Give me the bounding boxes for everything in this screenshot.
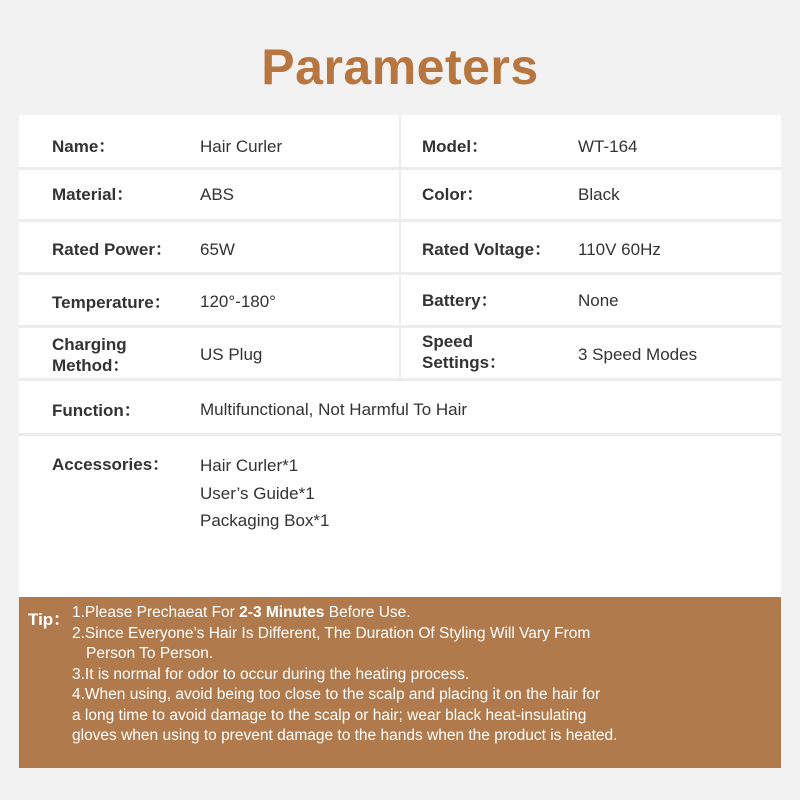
material-label: Material： xyxy=(52,185,134,204)
charging-method-value: US Plug xyxy=(200,345,263,364)
tip-line-2a: 2.Since Everyone’s Hair Is Different, The Duration Of Styling Will Vary From xyxy=(72,624,591,642)
page-title: Parameters xyxy=(261,39,539,95)
tip-line-4a: 4.When using, avoid being too close to the scalp and placing it on the hair for xyxy=(72,686,601,703)
function-value: Multifunctional, Not Harmful To Hair xyxy=(200,400,468,419)
row-divider xyxy=(19,378,781,381)
rated-voltage-value: 110V 60Hz xyxy=(578,240,661,259)
charging-method-label-line1: Charging xyxy=(52,335,127,354)
name-value: Hair Curler xyxy=(200,137,283,156)
charging-method-label xyxy=(52,334,129,376)
tip-line-4b: a long time to avoid damage to the scalp or hair; wear black heat-insulating xyxy=(72,706,587,724)
tip-text xyxy=(72,603,772,747)
color-label: Color： xyxy=(422,185,484,204)
charging-method-label-line2: Method： xyxy=(52,356,130,375)
tip-line-3: 3.It is normal for odor to occur during the heating process. xyxy=(72,665,470,683)
rated-voltage-label: Rated Voltage： xyxy=(422,240,552,259)
material-value: ABS xyxy=(200,185,235,204)
row-divider xyxy=(19,325,781,328)
function-label: Function： xyxy=(52,401,141,420)
model-value: WT-164 xyxy=(578,137,638,156)
list-item: Packaging Box*1 xyxy=(200,511,330,530)
row-divider xyxy=(19,219,781,222)
battery-value: None xyxy=(578,291,619,310)
tip-box xyxy=(19,597,781,768)
temperature-value: 120°-180° xyxy=(200,292,276,311)
accessories-label: Accessories： xyxy=(52,455,170,474)
speed-settings-label xyxy=(422,331,506,373)
column-divider xyxy=(399,115,401,380)
parameters-table xyxy=(19,115,781,597)
name-label: Name： xyxy=(52,137,116,156)
list-item: Hair Curler*1 xyxy=(200,456,299,475)
list-item: User’s Guide*1 xyxy=(200,483,315,503)
row-divider xyxy=(19,167,781,170)
tip-line-2b: Person To Person. xyxy=(86,645,214,662)
row-divider xyxy=(19,272,781,275)
accessories-list xyxy=(200,452,329,535)
tip-line-1-pre: 1.Please Prechaeat For xyxy=(72,604,240,621)
temperature-label: Temperature： xyxy=(52,293,171,312)
model-label: Model： xyxy=(422,137,489,156)
rated-power-label: Rated Power： xyxy=(52,240,172,259)
tip-line-1-bold: 2-3 Minutes xyxy=(239,604,325,621)
battery-label: Battery： xyxy=(422,291,498,310)
speed-settings-value: 3 Speed Modes xyxy=(578,345,698,364)
tip-label: Tip： xyxy=(28,610,71,629)
tip-line-1 xyxy=(72,603,772,624)
tip-line-1-post: Before Use. xyxy=(324,604,411,621)
color-value: Black xyxy=(578,185,620,204)
tip-line-4c: gloves when using to prevent damage to the hands when the product is heated. xyxy=(72,727,618,744)
speed-settings-label-line2: Settings： xyxy=(422,353,507,372)
row-divider xyxy=(19,433,781,436)
rated-power-value: 65W xyxy=(200,240,235,259)
speed-settings-label-line1: Speed xyxy=(422,332,474,351)
